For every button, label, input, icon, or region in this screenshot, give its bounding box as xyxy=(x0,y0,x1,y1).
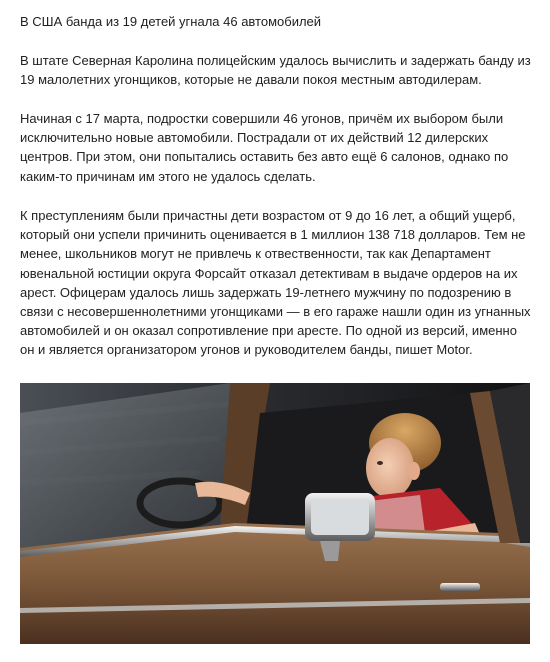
article-paragraph-1: В штате Северная Каролина полицейским удалось вычислить и задержать банду из 19 малолетних угонщиков, которые не давали покоя местным автодилерам. xyxy=(20,53,531,88)
article-headline: В США банда из 19 детей угнала 46 автомобилей xyxy=(20,14,322,29)
boy-in-car-illustration xyxy=(20,383,530,644)
article-photo xyxy=(20,383,530,644)
article xyxy=(20,0,532,358)
article-paragraph-3: К преступлениям были причастны дети возрастом от 9 до 16 лет, а общий ущерб, который они успели причинить оценивается в 1 миллион 138 718 долларов. Тем не менее, школьников могут не привлечь к отвественности, так как Департамент ювенальной юстиции округа Форсайт отказал детективам в выдаче ордеров на их арест. Офицерам удалось лишь задержать 19-летнего мужчину по подозрению в связи с несовершеннолетними угонщиками — в его гараже нашли один из угнанных автомобилей и он оказал сопротивление при аресте. По одной из версий, именно он и является организатором угонов и руководителем банды, пишет Motor. xyxy=(20,208,531,358)
article-paragraph-2: Начиная с 17 марта, подростки совершили 46 угонов, причём их выбором были исключительно новые автомобили. Пострадали от их действий 12 дилерских центров. При этом, они попытались оставить без авто ещё 6 салонов, однако по каким-то причинам им этого не удалось сделать. xyxy=(20,111,509,184)
